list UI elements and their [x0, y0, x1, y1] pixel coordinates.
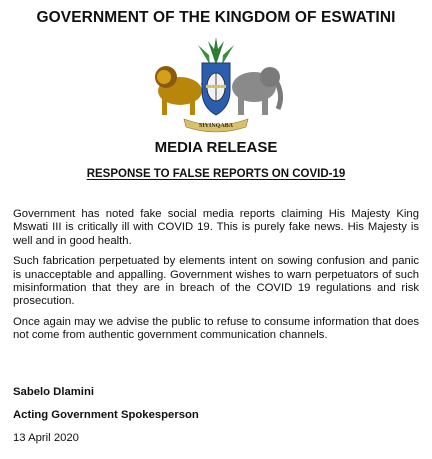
elephant-icon	[232, 67, 281, 115]
shield-icon	[202, 63, 230, 115]
body-paragraph: Once again may we advise the public to refuse to consume information that does not come from authentic government communication channels.	[13, 315, 419, 342]
release-title: MEDIA RELEASE	[154, 139, 278, 156]
plume-icon	[198, 37, 234, 65]
release-body	[13, 208, 419, 350]
release-date: 13 April 2020	[13, 432, 79, 444]
motto-text: SIYINQABA	[198, 123, 234, 129]
government-title: GOVERNMENT OF THE KINGDOM OF ESWATINI	[36, 9, 396, 26]
body-paragraph: Such fabrication perpetuated by elements intent on sowing confusion and panic is unacceptable and appalling. Government wishes to warn perpetuators of such misinformation that they are in breach of the COVID 19 regulations and risk prosecution.	[13, 255, 419, 308]
coat-of-arms-emblem	[146, 35, 286, 135]
signatory-role: Acting Government Spokesperson	[13, 409, 199, 421]
lion-icon	[155, 66, 206, 115]
subtitle-wrapper	[0, 164, 432, 182]
release-subtitle: RESPONSE TO FALSE REPORTS ON COVID-19	[86, 168, 346, 180]
signatory-name: Sabelo Dlamini	[13, 386, 94, 398]
body-paragraph: Government has noted fake social media reports claiming His Majesty King Mswati III is critically ill with COVID 19. This is purely fake news. His Majesty is well and in good health.	[13, 208, 419, 247]
motto-ribbon	[184, 119, 248, 132]
